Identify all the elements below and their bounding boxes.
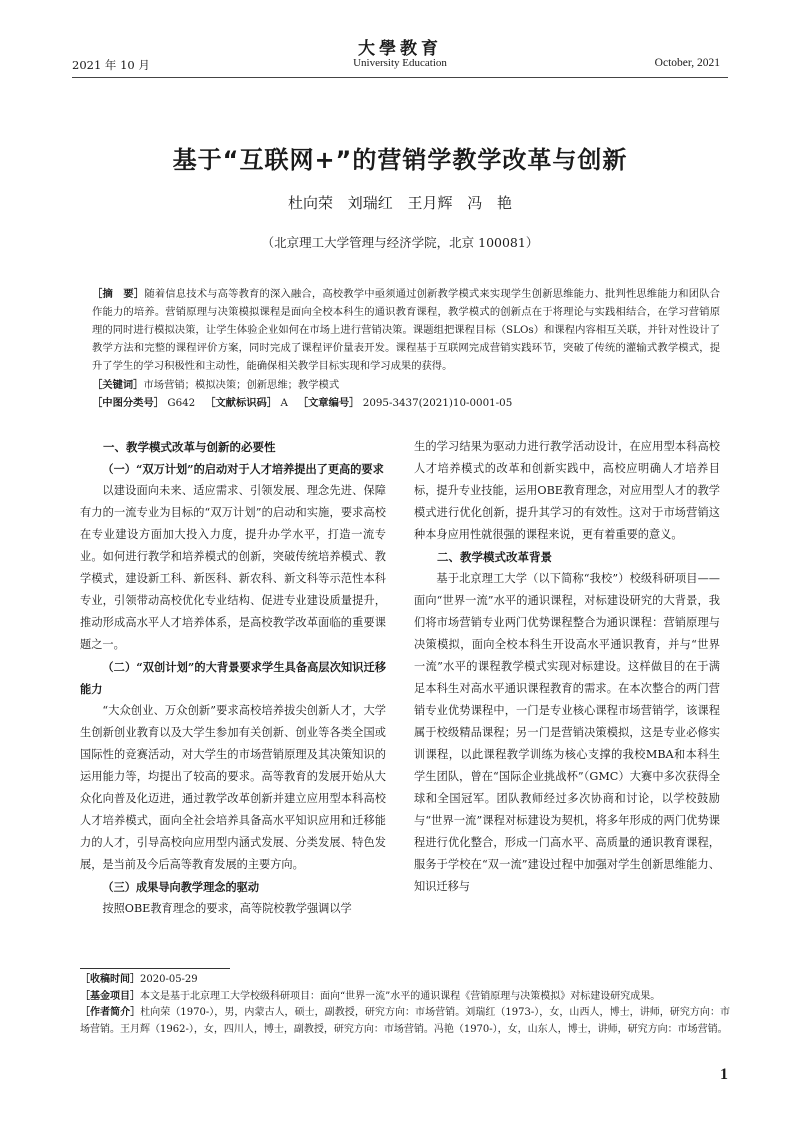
fund-note: ［基金项目］本文是基于北京理工大学校级科研项目：面向“世界一流”水平的通识课程《营销原理与决策模拟》对标建设研究成果。 xyxy=(80,990,661,1002)
abstract-label: ［摘 要］ xyxy=(92,288,145,300)
section-heading-1: 一、教学模式改革与创新的必要性 xyxy=(103,440,276,454)
keywords xyxy=(92,376,720,394)
paragraph: 基于北京理工大学（以下简称“我校”）校级科研项目——面向“世界一流”水平的通识课程，对标建设研究的大背景，我们将市场营销专业两门优势课程整合为通识课程：营销原理与决策模拟，面向全校本科生开设高水平通识教育，并与“世界一流”水平的课程教学模式实现对标建设。这样做目的在于满足本科生对高水平通识课程教育的需求。在本次整合的两门营销专业优势课程中，一门是专业核心课程市场营销学，该课程属于校级精品课程；另一门是营销决策模拟，这是专业必修实训课程，以此课程教学训练为核心支撑的我校MBA和本科生学生团队，曾在“国际企业挑战杯”（GMC）大赛中多次获得全球和全国冠军。团队教师经过多次协商和讨论，以学校鼓励与“世界一流”课程对标建设为契机，将多年形成的两门优势课程进行优化整合，形成一门高水平、高质量的通识教育课程，服务于学校在“双一流”建设过程中加强对学生创新思维能力、知识迁移与 xyxy=(414,572,720,893)
footnote-rule xyxy=(80,968,230,969)
author-bios: ［作者简介］杜向荣（1970-），男，内蒙古人，硕士，副教授，研究方向：市场营销。刘瑞红（1973-），女，山西人，博士，讲师，研究方向：市场营销。王月辉（1962-），女，四川人，博士，副教授，研究方向：市场营销。冯艳（1970-），女，山东人，博士，讲师，研究方向：市场营销。 xyxy=(80,1007,731,1035)
body-column-left xyxy=(80,436,386,920)
abstract xyxy=(92,285,720,375)
journal-name-en: University Education xyxy=(353,57,447,69)
author-list: 杜向荣 刘瑞红 王月辉 冯 艳 xyxy=(287,194,513,212)
footnotes xyxy=(80,972,730,1038)
classification-line xyxy=(92,394,720,412)
subsection-heading-1-2: （二）“双创计划”的大背景要求学生具备高层次知识迁移能力 xyxy=(80,660,386,696)
affiliation: （北京理工大学管理与经济学院，北京 100081） xyxy=(261,235,539,250)
clc-value: G642 xyxy=(167,397,196,409)
section-heading-2: 二、教学模式改革背景 xyxy=(437,550,552,564)
header-date-cn: 2021 年 10 月 xyxy=(72,58,150,72)
body-column-right xyxy=(414,436,720,898)
paragraph: “大众创业、万众创新”要求高校培养拔尖创新人才，大学生创新创业教育以及大学生参加有关创新、创业等各类全国或国际性的竞赛活动，对大学生的市场营销原理及其决策知识的运用能力等，均提出了较高的要求。高等教育的发展开始从大众化向普及化迈进，通过教学改革创新并建立应用型本科高校人才培养模式，面向全社会培养具备高水平知识应用和迁移能力的人才，引导高校向应用型内涵式发展、分类发展、特色发展，是当前及今后高等教育发展的主要方向。 xyxy=(80,704,386,871)
header-date-en: October, 2021 xyxy=(654,57,720,69)
keywords-label: ［关键词］ xyxy=(92,379,144,391)
article-number-value: 2095-3437(2021)10-0001-05 xyxy=(362,397,513,409)
clc-label: ［中图分类号］ xyxy=(92,397,165,409)
page-number: 1 xyxy=(720,1066,728,1083)
keywords-text: 市场营销；模拟决策；创新思维；教学模式 xyxy=(143,379,340,391)
doc-code-label: ［文献标识码］ xyxy=(205,397,278,409)
journal-logo: 大學教育 xyxy=(358,39,442,59)
doc-code-value: A xyxy=(280,397,288,409)
article-title: 基于“互联网+”的营销学教学改革与创新 xyxy=(172,146,628,174)
header-rule xyxy=(72,77,728,78)
article-number-label: ［文章编号］ xyxy=(297,397,360,409)
subsection-heading-1-1: （一）“双万计划”的启动对于人才培养提出了更高的要求 xyxy=(102,462,384,476)
subsection-heading-1-3: （三）成果导向教学理念的驱动 xyxy=(102,880,260,894)
abstract-text: 随着信息技术与高等教育的深入融合，高校教学中亟须通过创新教学模式来实现学生创新思维能力、批判性思维能力和团队合作能力的培养。营销原理与决策模拟课程是面向全校本科生的通识教育课程，教学模式的创新点在于将理论与实践相结合，在学习营销原理的同时进行模拟决策，让学生体验企业如何在市场上进行营销决策。课题组把课程目标（SLOs）和课程内容相互关联，并针对性设计了教学方法和完整的课程评价方案，同时完成了课程评价量表开发。课程基于互联网完成营销实践环节，突破了传统的灌输式教学模式，提升了学生的学习积极性和主动性，能确保相关教学目标实现和学习成果的获得。 xyxy=(92,288,721,372)
paragraph: 生的学习结果为驱动力进行教学活动设计，在应用型本科高校人才培养模式的改革和创新实践中，高校应明确人才培养目标，提升专业技能，运用OBE教育理念，对应用型人才的教学模式进行优化创新，提升其学习的有效性。这对于市场营销这种本身应用性就很强的课程来说，更有着重要的意义。 xyxy=(414,440,720,541)
paragraph: 按照OBE教育理念的要求，高等院校教学强调以学 xyxy=(102,902,352,915)
received-date: ［收稿时间］2020-05-29 xyxy=(80,974,198,985)
paragraph: 以建设面向未来、适应需求、引领发展、理念先进、保障有力的一流专业为目标的“双万计划”的启动和实施，要求高校在专业建设方面加大投入力度，提升办学水平，打造一流专业。如何进行教学和培养模式的创新，突破传统培养模式、教学模式，建设新工科、新医科、新农科、新文科等示范性本科专业，引领带动高校优化专业结构、促进专业建设质量提升，推动形成高水平人才培养体系，是高校教学改革面临的重要课题之一。 xyxy=(80,484,386,651)
